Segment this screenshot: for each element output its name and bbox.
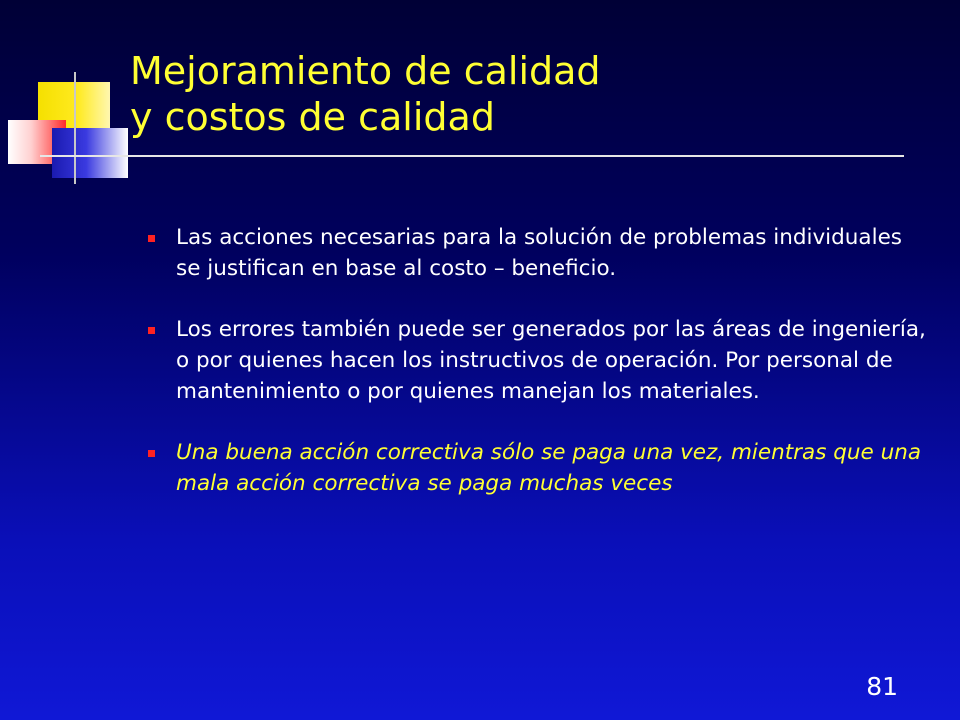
blue-square bbox=[52, 128, 128, 178]
page-number: 81 bbox=[866, 672, 898, 701]
slide-title bbox=[130, 48, 601, 140]
title-line-1: Mejoramiento de calidad bbox=[130, 49, 601, 93]
title-line-2: y costos de calidad bbox=[130, 95, 495, 139]
bullet-list bbox=[148, 222, 928, 499]
bullet-item bbox=[148, 222, 928, 284]
bullet-marker-icon bbox=[148, 450, 155, 457]
bullet-marker-icon bbox=[148, 235, 155, 242]
decorative-squares-logo bbox=[0, 0, 140, 190]
bullet-item bbox=[148, 314, 928, 407]
bullet-text: Los errores también puede ser generados por las áreas de ingeniería, o por quienes hacen los instructivos de operación. Por personal de mantenimiento o por quienes manejan los materiales. bbox=[176, 317, 926, 404]
bullet-item-highlight bbox=[148, 437, 928, 499]
bullet-text: Las acciones necesarias para la solución de problemas individuales se justifican en base al costo – beneficio. bbox=[176, 225, 902, 281]
title-underline bbox=[40, 155, 904, 157]
bullet-text: Una buena acción correctiva sólo se paga una vez, mientras que una mala acción correctiva se paga muchas veces bbox=[176, 440, 921, 496]
vertical-divider-line bbox=[74, 72, 76, 184]
bullet-marker-icon bbox=[148, 327, 155, 334]
